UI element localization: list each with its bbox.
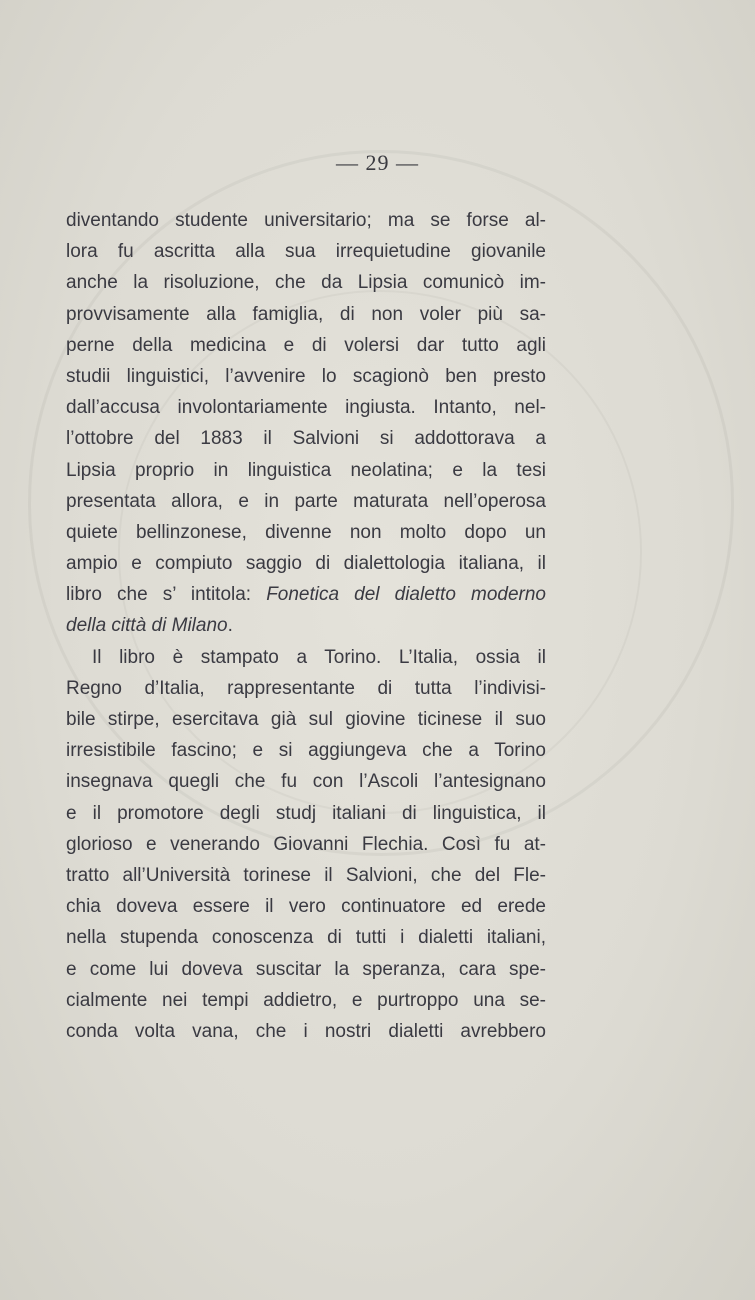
text-line: tratto all’Università torinese il Salvioni, che del Fle-	[66, 864, 546, 886]
text-line: diventando studente universitario; ma se forse al-	[66, 210, 546, 231]
text-line: studii linguistici, l’avvenire lo scagionò ben presto	[66, 365, 546, 387]
text-line: anche la risoluzione, che da Lipsia comunicò im-	[66, 272, 546, 294]
text-line: irresistibile fascino; e si aggiungeva che a Torino	[66, 740, 546, 762]
text-line: nella stupenda conoscenza di tutti i dialetti italiani,	[66, 927, 546, 949]
text-line: dall’accusa involontariamente ingiusta. Intanto, nel-	[66, 397, 546, 419]
text-line: chia doveva essere il vero continuatore ed erede	[66, 896, 546, 918]
text-line: lora fu ascritta alla sua irrequietudine giovanile	[66, 241, 546, 263]
text-line: glorioso e venerando Giovanni Flechia. Così fu at-	[66, 833, 546, 855]
text-line: e come lui doveva suscitar la speranza, cara spe-	[66, 958, 546, 980]
text-line: insegnava quegli che fu con l’Ascoli l’antesignano	[66, 771, 546, 793]
page-number: — 29 —	[336, 150, 419, 175]
text-line: Regno d’Italia, rappresentante di tutta l’indivisi-	[66, 677, 546, 699]
text-line: Il libro è stampato a Torino. L’Italia, ossia il	[92, 646, 546, 668]
text-line: conda volta vana, che i nostri dialetti avrebbero	[66, 1020, 546, 1042]
text-line: bile stirpe, esercitava già sul giovine ticinese il suo	[66, 709, 546, 730]
text-line: Lipsia proprio in linguistica neolatina; e la tesi	[66, 459, 546, 481]
text-line: l’ottobre del 1883 il Salvioni si addottorava a	[66, 428, 546, 450]
text-line: ampio e compiuto saggio di dialettologia italiana, il	[66, 553, 546, 575]
text-line: della città di Milano.	[66, 615, 233, 637]
text-line: e il promotore degli studj italiani di linguistica, il	[66, 802, 546, 824]
text-line: libro che s’ intitola: Fonetica del dialetto moderno	[66, 584, 546, 606]
text-line: presentata allora, e in parte maturata nell’operosa	[66, 490, 546, 512]
book-title-italic: Fonetica del dialetto moderno	[266, 584, 546, 606]
text-line: quiete bellinzonese, divenne non molto dopo un	[66, 521, 546, 543]
body-text	[66, 205, 546, 1047]
text-line: perne della medicina e di volersi dar tutto agli	[66, 334, 546, 356]
text-line: provvisamente alla famiglia, di non voler più sa-	[66, 303, 546, 325]
book-title-italic: della città di Milano	[66, 615, 228, 637]
text-line: cialmente nei tempi addietro, e purtroppo una se-	[66, 989, 546, 1011]
